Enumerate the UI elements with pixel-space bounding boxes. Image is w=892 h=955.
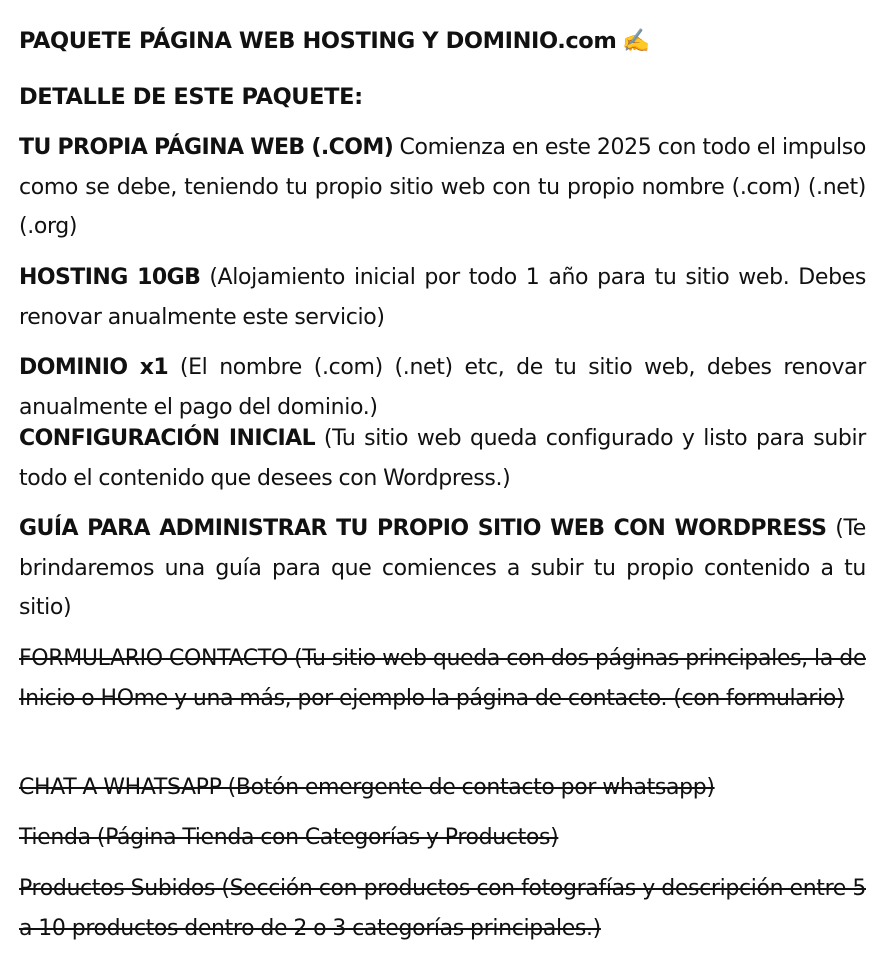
struck-item-contact-form: FORMULARIO CONTACTO (Tu sitio web queda con dos páginas principales, la de Inicio o HOme y una más, por ejemplo la página de contacto. (con formulario) <box>19 646 866 711</box>
writing-hand-icon: ✍️ <box>622 28 651 54</box>
package-item-domain <box>19 348 866 427</box>
page-title <box>19 24 650 58</box>
item-heading: DOMINIO x1 <box>19 355 169 380</box>
struck-item-whatsapp-chat: CHAT A WHATSAPP (Botón emergente de contacto por whatsapp) <box>19 775 715 800</box>
item-heading: GUÍA PARA ADMINISTRAR TU PROPIO SITIO WEB CON WORDPRESS <box>19 516 827 541</box>
package-item-config <box>19 419 866 498</box>
item-description: (El nombre (.com) (.net) etc, de tu sitio web, debes renovar anualmente el pago del dominio.) <box>19 355 866 420</box>
struck-item-store: Tienda (Página Tienda con Categorías y Productos) <box>19 825 559 850</box>
item-heading: CONFIGURACIÓN INICIAL <box>19 426 316 451</box>
item-description: Comienza en este 2025 con todo el impulso como se debe, teniendo tu propio sitio web con tu propio nombre (.com) (.net) (.org) <box>19 135 866 239</box>
struck-item-products: Productos Subidos (Sección con productos con fotografías y descripción entre 5 a 10 productos dentro de 2 o 3 categorías principales.) <box>19 876 866 941</box>
item-heading: HOSTING 10GB <box>19 265 201 290</box>
item-description: (Te brindaremos una guía para que comiences a subir tu propio contenido a tu sitio) <box>19 516 866 620</box>
package-item-hosting <box>19 258 866 337</box>
section-heading: DETALLE DE ESTE PAQUETE: <box>19 84 363 110</box>
item-heading: TU PROPIA PÁGINA WEB (.COM) <box>19 135 394 160</box>
package-item-website <box>19 128 866 247</box>
item-description: (Tu sitio web queda configurado y listo para subir todo el contenido que desees con Wordpress.) <box>19 426 867 491</box>
package-item-guide <box>19 509 866 628</box>
item-description: (Alojamiento inicial por todo 1 año para tu sitio web. Debes renovar anualmente este servicio) <box>19 265 866 330</box>
page-title-text: PAQUETE PÁGINA WEB HOSTING Y DOMINIO.com <box>19 28 617 54</box>
